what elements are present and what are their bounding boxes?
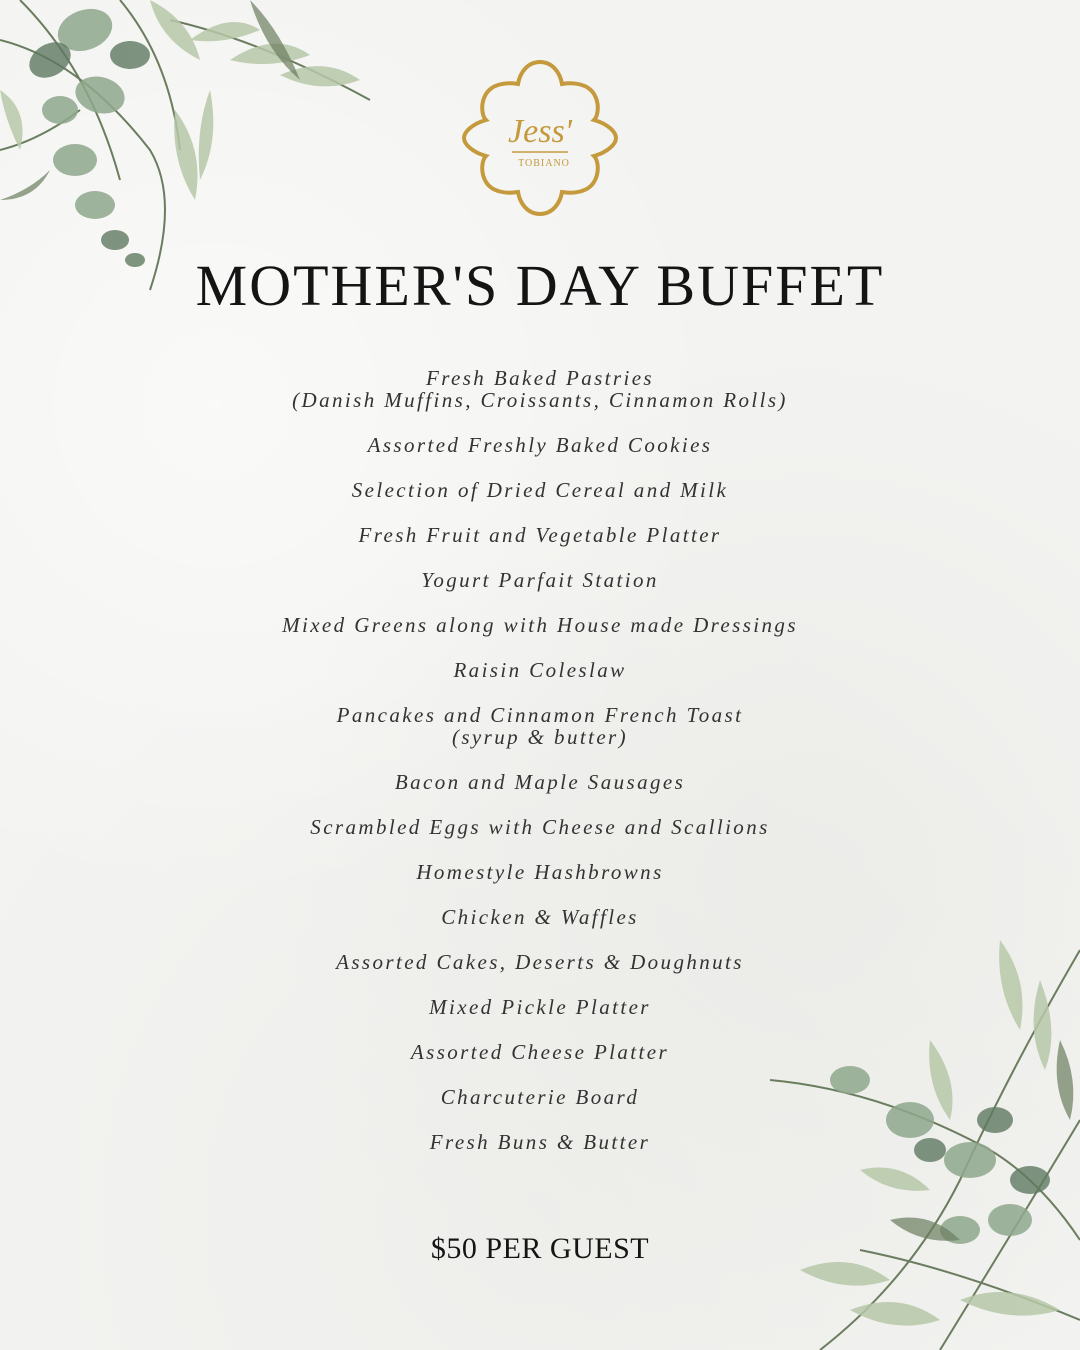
menu-item-name: Assorted Freshly Baked Cookies bbox=[367, 433, 713, 457]
menu-item-name: Mixed Pickle Platter bbox=[429, 995, 651, 1019]
menu-item bbox=[0, 1086, 1080, 1108]
menu-item bbox=[0, 569, 1080, 591]
menu-item-name: Fresh Buns & Butter bbox=[429, 1130, 651, 1154]
menu-item-name: Charcuterie Board bbox=[440, 1085, 640, 1109]
jess-tobiano-logo bbox=[460, 58, 620, 218]
menu-item bbox=[0, 367, 1080, 411]
menu-item bbox=[0, 816, 1080, 838]
menu-item-name: Homestyle Hashbrowns bbox=[416, 860, 664, 884]
menu-item-detail: (Danish Muffins, Croissants, Cinnamon Rolls) bbox=[292, 388, 788, 412]
menu-item bbox=[0, 704, 1080, 748]
logo-subtitle: TOBIANO bbox=[518, 158, 570, 169]
menu-item-name: Yogurt Parfait Station bbox=[421, 568, 659, 592]
menu-item-detail: (syrup & butter) bbox=[451, 725, 629, 749]
menu-item bbox=[0, 771, 1080, 793]
menu-item-name: Scrambled Eggs with Cheese and Scallions bbox=[310, 815, 770, 839]
menu-item-name: Assorted Cakes, Deserts & Doughnuts bbox=[336, 950, 744, 974]
menu-item bbox=[0, 996, 1080, 1018]
menu-item bbox=[0, 1131, 1080, 1153]
menu-item bbox=[0, 951, 1080, 973]
page-title: MOTHER'S DAY BUFFET bbox=[195, 253, 885, 318]
menu-item bbox=[0, 1041, 1080, 1063]
menu-item bbox=[0, 614, 1080, 636]
menu-item-name: Raisin Coleslaw bbox=[453, 658, 627, 682]
price-label: $50 PER GUEST bbox=[430, 1232, 650, 1265]
logo-name: Jess' bbox=[508, 113, 572, 150]
menu-item bbox=[0, 659, 1080, 681]
menu-item bbox=[0, 861, 1080, 883]
menu-item bbox=[0, 524, 1080, 546]
menu-item-name: Chicken & Waffles bbox=[441, 905, 639, 929]
menu-item-name: Fresh Fruit and Vegetable Platter bbox=[358, 523, 722, 547]
menu-item-name: Pancakes and Cinnamon French Toast bbox=[336, 703, 744, 727]
menu-item-name: Selection of Dried Cereal and Milk bbox=[351, 478, 729, 502]
buffet-menu-list bbox=[0, 367, 1080, 1176]
menu-item bbox=[0, 479, 1080, 501]
menu-item-name: Bacon and Maple Sausages bbox=[394, 770, 686, 794]
menu-item-name: Assorted Cheese Platter bbox=[410, 1040, 670, 1064]
menu-item bbox=[0, 906, 1080, 928]
menu-item-name: Mixed Greens along with House made Dressings bbox=[282, 613, 798, 637]
menu-item bbox=[0, 434, 1080, 456]
menu-item-name: Fresh Baked Pastries bbox=[425, 366, 655, 390]
